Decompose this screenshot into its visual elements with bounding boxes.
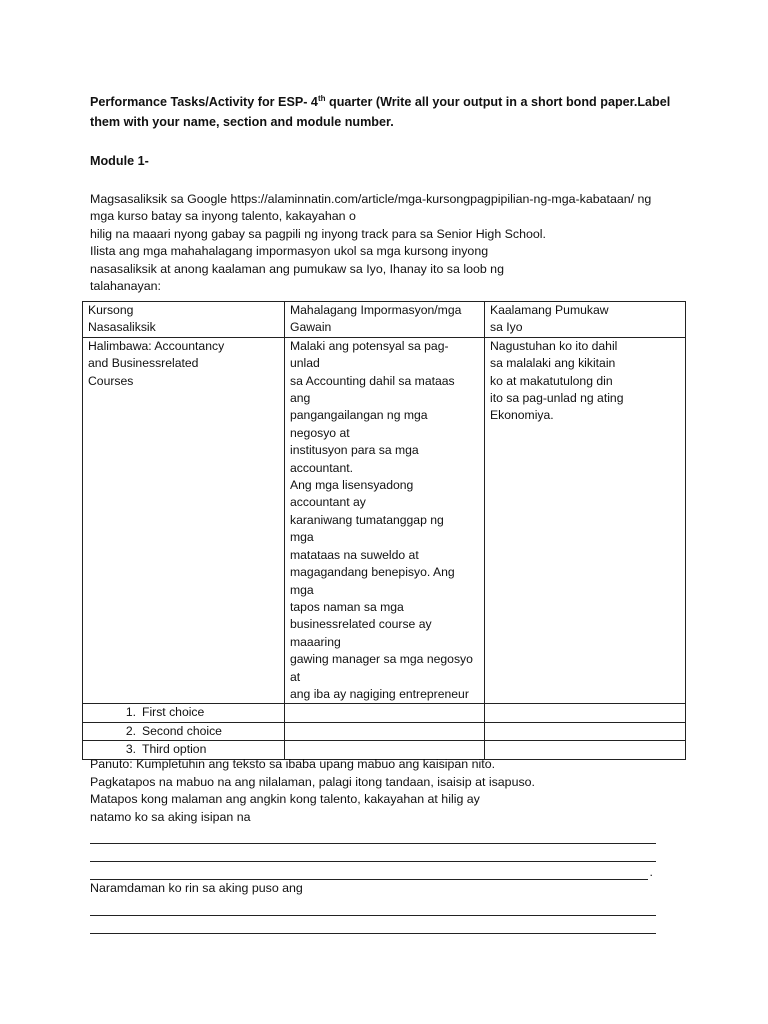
cell-text: gawing manager sa mga negosyo (290, 652, 473, 667)
choice-info-cell[interactable] (285, 704, 485, 722)
choice-insight-cell[interactable] (485, 704, 686, 722)
cell-text: maaaring (290, 634, 341, 649)
answer-line[interactable] (90, 898, 656, 916)
title-text-part1: Performance Tasks/Activity for ESP- 4 (90, 95, 318, 109)
cell-text: matataas na suweldo at (290, 547, 419, 562)
table-row-choice-2 (83, 722, 686, 740)
cell-text: accountant ay (290, 495, 366, 510)
example-info-cell (285, 337, 485, 704)
cell-text: karaniwang tumatanggap ng (290, 512, 444, 527)
answer-line[interactable] (90, 862, 648, 880)
panuto-line: Matapos kong malaman ang angkin kong talento, kakayahan at hilig ay (90, 792, 480, 806)
cell-text: pangangailangan ng mga (290, 408, 428, 423)
choice-label: Third option (142, 742, 207, 757)
cell-text: mga (290, 530, 314, 545)
choice-number: 2. (125, 723, 136, 738)
header-text: Gawain (290, 320, 332, 335)
cell-text: ang (290, 391, 311, 406)
cell-text: ito sa pag-unlad ng ating (490, 391, 624, 406)
cell-text: unlad (290, 356, 320, 371)
header-cell-info (285, 302, 485, 338)
choice-number: 1. (125, 705, 136, 720)
cell-text: magagandang benepisyo. Ang (290, 565, 455, 580)
cell-text: Ang mga lisensyadong (290, 478, 414, 493)
instruction-line: Ilista ang mga mahahalagang impormasyon ukol sa mga kursong inyong (90, 244, 489, 258)
cell-text: ko at makatutulong din (490, 373, 613, 388)
research-table (82, 301, 686, 760)
table-header-row (83, 302, 686, 338)
choice-insight-cell[interactable] (485, 722, 686, 740)
header-text: Mahalagang Impormasyon/mga (290, 303, 462, 317)
panuto-section (90, 756, 690, 934)
cell-text: Courses (88, 373, 134, 388)
choice-label: First choice (142, 705, 205, 720)
instruction-line: hilig na maaari nyong gabay sa pagpili ng inyong track para sa Senior High School. (90, 226, 546, 241)
page-title (90, 92, 690, 132)
header-cell-course (83, 302, 285, 338)
table-row-example (83, 337, 686, 704)
cell-text: Ekonomiya. (490, 408, 554, 423)
panuto-line: Panuto: Kumpletuhin ang teksto sa ibaba upang mabuo ang kaisipan nito. (90, 757, 496, 771)
cell-text: tapos naman sa mga (290, 599, 404, 614)
panuto-line: natamo ko sa aking isipan na (90, 809, 251, 824)
cell-text: Malaki ang potensyal sa pag- (290, 338, 449, 353)
cell-text: negosyo at (290, 425, 350, 440)
cell-text: Nagustuhan ko ito dahil (490, 338, 618, 353)
module-heading: Module 1- (90, 154, 149, 168)
example-course-cell (83, 337, 285, 704)
title-superscript: th (317, 93, 326, 103)
cell-text: sa Accounting dahil sa mataas (290, 373, 455, 388)
cell-text: and Businessrelated (88, 356, 199, 371)
document-page (90, 92, 690, 296)
cell-text: businessrelated course ay (290, 617, 432, 632)
cell-text: at (290, 669, 301, 684)
table-row-choice-1 (83, 704, 686, 722)
instructions-paragraph (90, 191, 690, 296)
cell-text: Halimbawa: Accountancy (88, 338, 225, 353)
cell-text: accountant. (290, 460, 354, 475)
header-text: Kaalamang Pumukaw (490, 303, 609, 317)
choice-number: 3. (125, 742, 136, 757)
instruction-line: nasasaliksik at anong kaalaman ang pumukaw sa Iyo, Ihanay ito sa loob ng (90, 261, 504, 276)
cell-text: mga (290, 582, 314, 597)
header-text: Nasasaliksik (88, 320, 156, 335)
cell-text: sa malalaki ang kikitain (490, 356, 616, 371)
choice-label: Second choice (142, 723, 222, 738)
title-text-part2: quarter (Write all your output in a short bond paper.Label (325, 95, 671, 109)
header-text: sa Iyo (490, 320, 523, 335)
header-cell-insight (485, 302, 686, 338)
cell-text: ang iba ay nagiging entrepreneur (290, 686, 469, 701)
panuto-line: Pagkatapos na mabuo na ang nilalaman, palagi itong tandaan, isaisip at isapuso. (90, 774, 535, 789)
choice-cell (83, 704, 285, 722)
instruction-line: mga kurso batay sa inyong talento, kakayahan o (90, 209, 356, 223)
title-text-line2: them with your name, section and module number. (90, 115, 394, 129)
second-prompt: Naramdaman ko rin sa aking puso ang (90, 881, 303, 895)
answer-line[interactable] (90, 826, 656, 844)
cell-text: institusyon para sa mga (290, 443, 419, 458)
instruction-line: talahanayan: (90, 279, 161, 293)
header-text: Kursong (88, 303, 134, 317)
answer-line[interactable] (90, 844, 656, 862)
choice-info-cell[interactable] (285, 722, 485, 740)
answer-line[interactable] (90, 916, 656, 934)
choice-cell (83, 722, 285, 740)
example-insight-cell (485, 337, 686, 704)
instruction-line: Magsasaliksik sa Google https://alaminnatin.com/article/mga-kursongpagpipilian-ng-mga-kabataan/ ng (90, 191, 652, 206)
